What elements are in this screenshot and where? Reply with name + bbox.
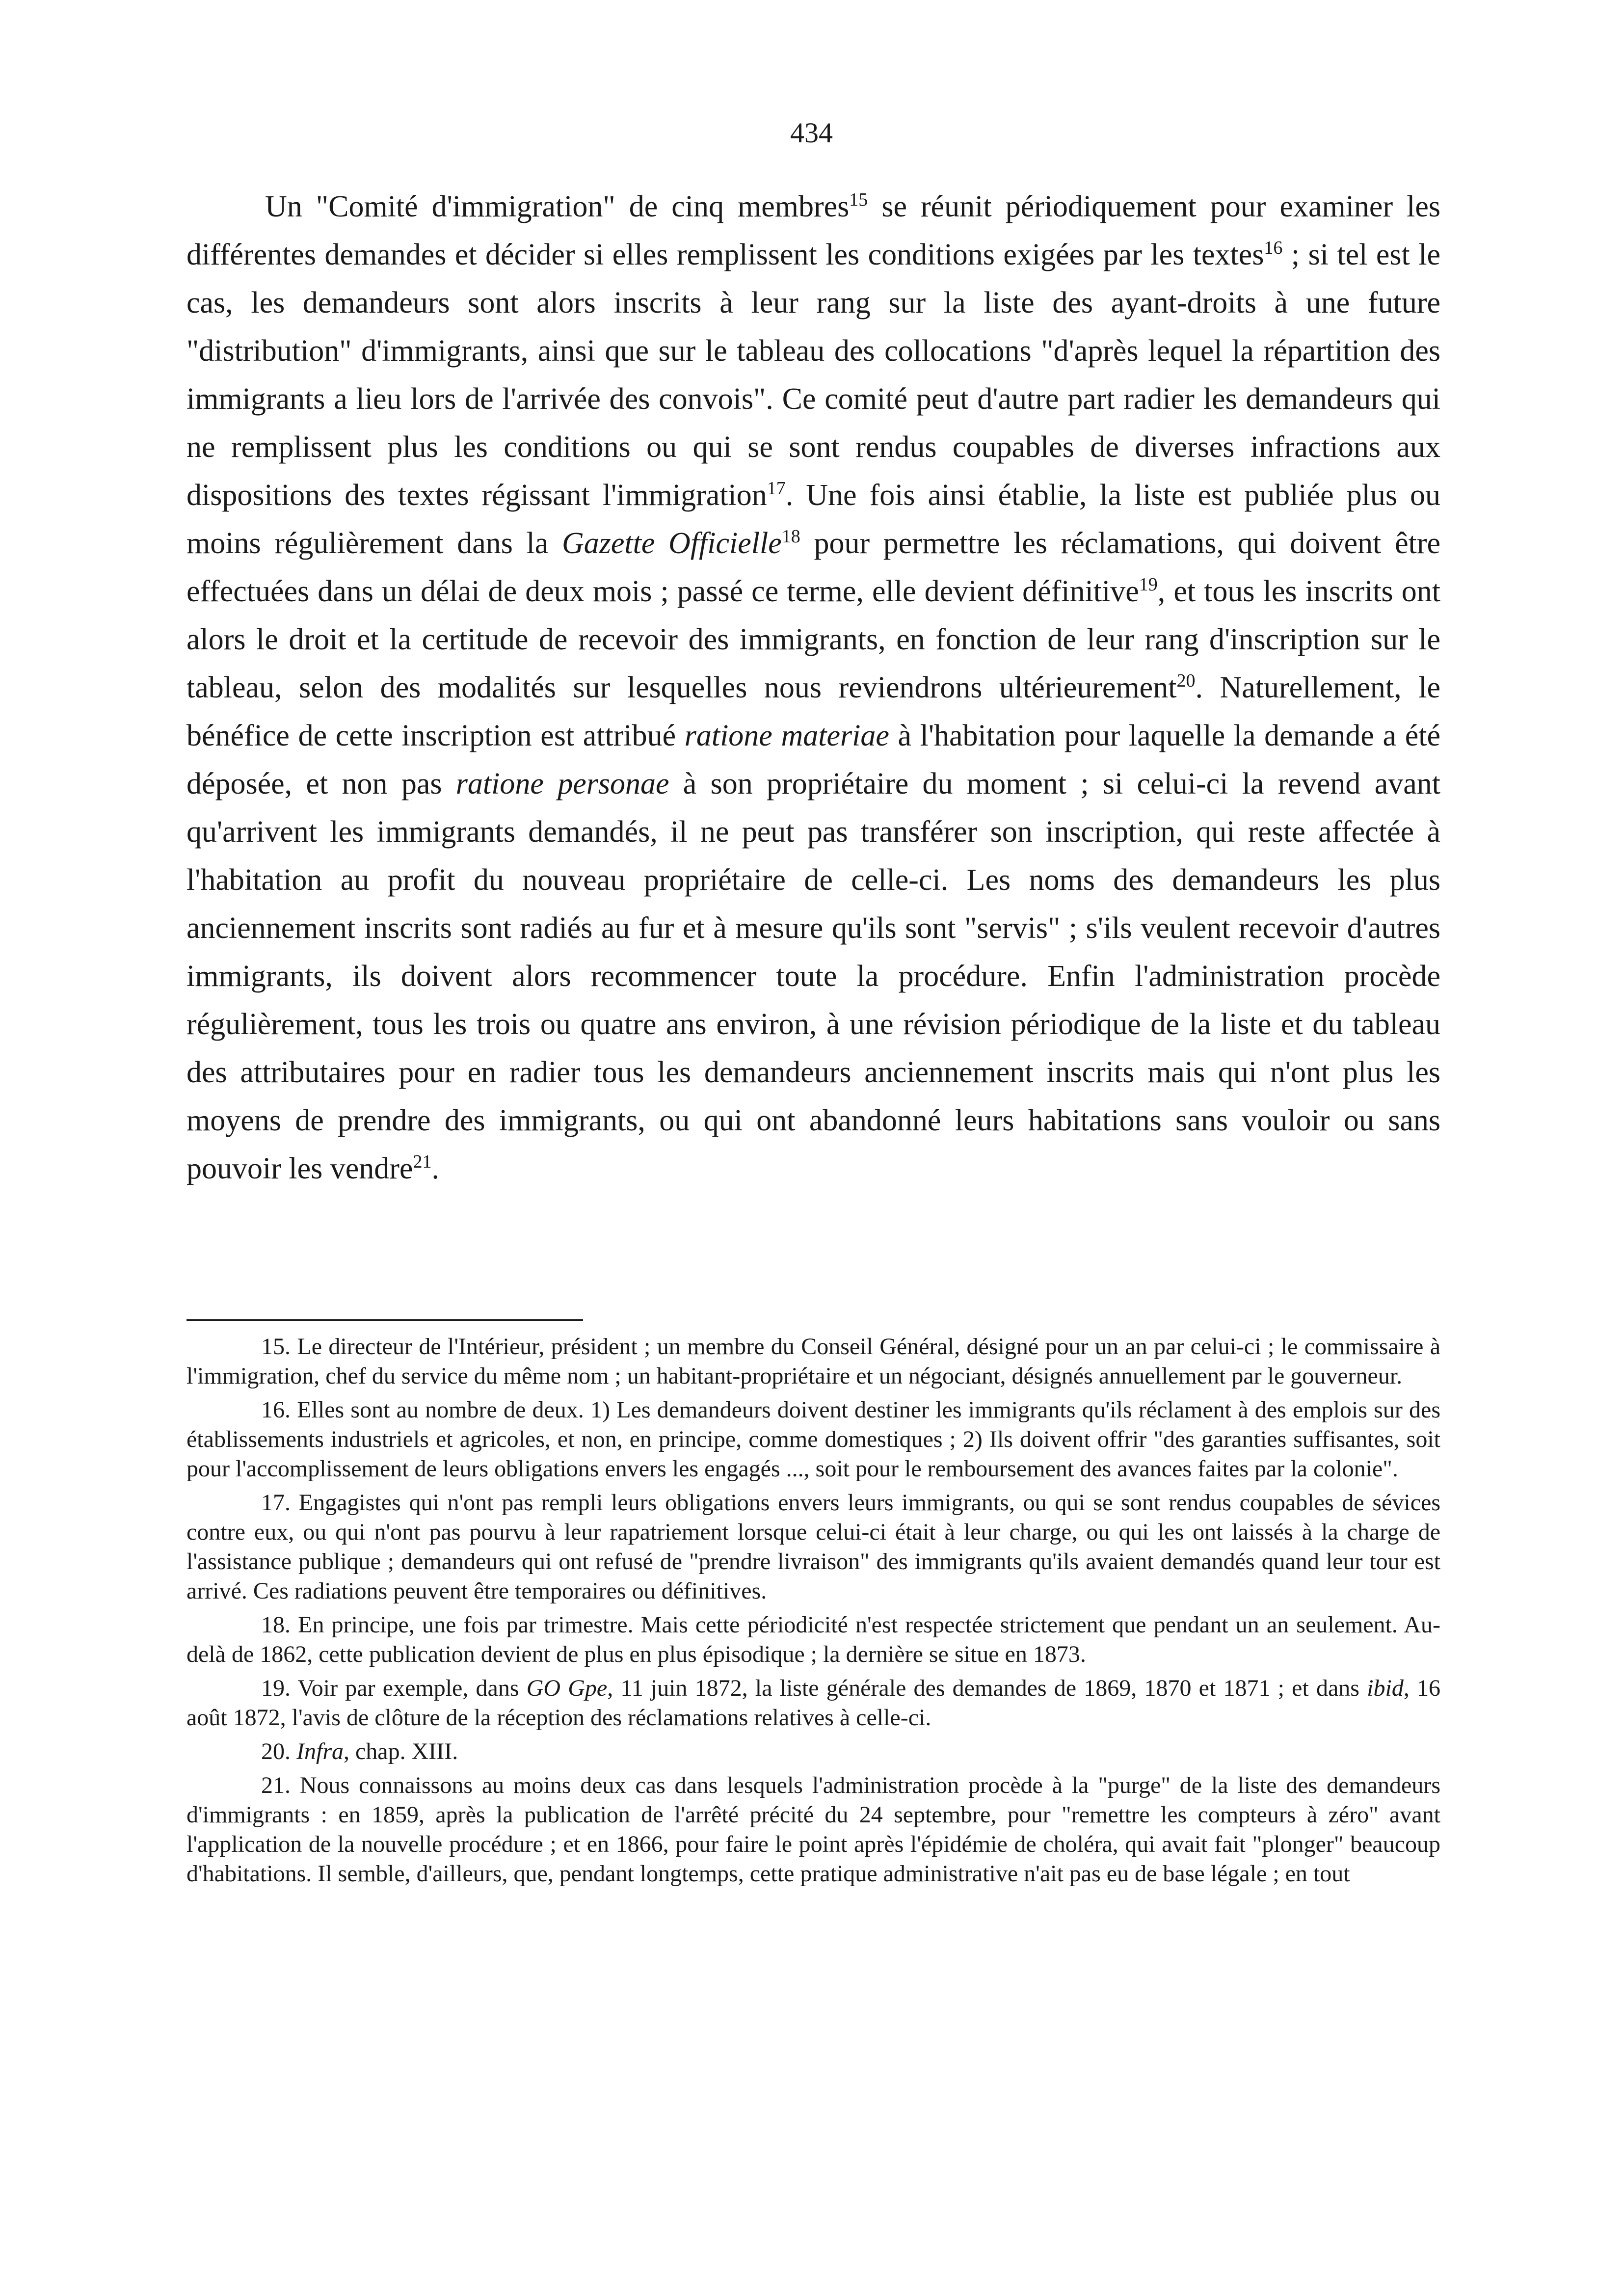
footnotes xyxy=(186,1332,1440,1893)
footnote-ref-21: 21 xyxy=(413,1151,432,1172)
text-run: ; si tel est le cas, les demandeurs sont alors inscrits à leur rang sur la liste des ayant-droits à une future "distribution" d'immigrants, ainsi que sur le tableau des collocations "d'après lequel la répartition des immigrants a lieu lors de l'arrivée des convois". Ce comité peut d'autre part radier les demandeurs qui ne remplissent plus les conditions ou qui se sont rendus coupables de diverses infractions aux dispositions des textes régissant l'immigration xyxy=(186,238,1440,512)
italic-source: GO Gpe xyxy=(526,1675,608,1701)
italic-reference: Infra xyxy=(296,1738,344,1764)
text-run: à son propriétaire du moment ; si celui-ci la revend avant qu'arrivent les immigrants demandés, il ne peut pas transférer son inscription, qui reste affectée à l'habitation au profit du nouveau propriétaire de celle-ci. Les noms des demandeurs les plus anciennement inscrits sont radiés au fur et à mesure qu'ils sont "servis" ; s'ils veulent recevoir d'autres immigrants, ils doivent alors recommencer toute la procédure. Enfin l'administration procède régulièrement, tous les trois ou quatre ans environ, à une révision périodique de la liste et du tableau des attributaires pour en radier tous les demandeurs anciennement inscrits mais qui n'ont plus les moyens de prendre des immigrants, ou qui ont abandonné leurs habitations sans vouloir ou sans pouvoir les vendre xyxy=(186,767,1441,1185)
footnote-ref-17: 17 xyxy=(767,478,786,499)
text-run: . Naturellement, le bénéfice de cette inscription est attribué xyxy=(186,671,1440,752)
page-number: 434 xyxy=(790,117,833,149)
body-paragraph xyxy=(186,183,1440,1193)
footnote-18: 18. En principe, une fois par trimestre. Mais cette périodicité n'est respectée strictement que pendant un an seulement. Au-delà de 1862, cette publication devient de plus en plus épisodique ; la dernière se situe en 1873. xyxy=(186,1612,1440,1667)
italic-title: Gazette Officielle xyxy=(562,527,782,560)
footnote-ref-19: 19 xyxy=(1139,574,1158,595)
footnote-21: 21. Nous connaissons au moins deux cas dans lesquels l'administration procède à la "purge" de la liste des demandeurs d'immigrants : en 1859, après la publication de l'arrêté précité du 24 septembre, pour "remettre les compteurs à zéro" avant l'application de la nouvelle procédure ; et en 1866, pour faire le point après l'épidémie de choléra, qui avait fait "plonger" beaucoup d'habitations. Il semble, d'ailleurs, que, pendant longtemps, cette pratique administrative n'ait pas eu de base légale ; en tout xyxy=(186,1772,1440,1887)
italic-term: ratione materiae xyxy=(684,719,889,752)
footnote-ref-20: 20 xyxy=(1176,670,1196,691)
text-run: se réunit périodiquement pour examiner les différentes demandes et décider si elles remplissent les conditions exigées par les textes xyxy=(186,190,1440,271)
text-run: à l'habitation pour laquelle la demande a été déposée, et non pas xyxy=(186,719,1440,801)
footnote-15: 15. Le directeur de l'Intérieur, président ; un membre du Conseil Général, désigné pour un an par celui-ci ; le commissaire à l'immigration, chef du service du même nom ; un habitant-propriétaire et un négociant, désignés annuellement par le gouverneur. xyxy=(186,1334,1440,1389)
footnote-separator xyxy=(186,1319,583,1321)
text-run: . xyxy=(431,1152,439,1185)
footnote-ref-15: 15 xyxy=(849,189,868,210)
footnote-ref-16: 16 xyxy=(1264,238,1283,258)
text-run: 19. Voir par exemple, dans xyxy=(261,1675,527,1701)
footnote-17: 17. Engagistes qui n'ont pas rempli leurs obligations envers leurs immigrants, ou qui se sont rendus coupables de sévices contre eux, ou qui n'ont pas pourvu à leur rapatriement lorsque celui-ci était à leur charge, ou qui les ont laissés à la charge de l'assistance publique ; demandeurs qui ont refusé de "prendre livraison" des immigrants qu'ils avaient demandés quand leur tour est arrivé. Ces radiations peuvent être temporaires ou définitives. xyxy=(186,1490,1440,1604)
text-run: , 16 août 1872, l'avis de clôture de la réception des réclamations relatives à celle-ci. xyxy=(186,1675,1441,1731)
footnote-19 xyxy=(186,1674,1440,1733)
text-run: . Une fois ainsi établie, la liste est publiée plus ou moins régulièrement dans la xyxy=(186,479,1440,560)
footnote-16: 16. Elles sont au nombre de deux. 1) Les demandeurs doivent destiner les immigrants qu'ils réclament à des emplois sur des établissements industriels et agricoles, et non, en principe, comme domestiques ; 2) Ils doivent offrir "des garanties suffisantes, soit pour l'accomplissement de leurs obligations envers les engagés ..., soit pour le remboursement des avances faites par la colonie". xyxy=(186,1397,1440,1482)
text-run: , 11 juin 1872, la liste générale des demandes de 1869, 1870 et 1871 ; et dans xyxy=(607,1675,1367,1701)
text-run: Un "Comité d'immigration" de cinq membres xyxy=(265,190,850,223)
text-run: pour permettre les réclamations, qui doivent être effectuées dans un délai de deux mois ; passé ce terme, elle devient définitive xyxy=(186,527,1440,608)
text-run: 20. xyxy=(261,1738,296,1764)
text-run: , et tous les inscrits ont alors le droit et la certitude de recevoir des immigrants, en fonction de leur rang d'inscription sur le tableau, selon des modalités sur lesquelles nous reviendrons ultérieurement xyxy=(186,575,1440,704)
footnote-ref-18: 18 xyxy=(781,526,800,547)
footnote-20 xyxy=(186,1737,1440,1766)
italic-source: ibid xyxy=(1367,1675,1404,1701)
text-run: , chap. XIII. xyxy=(344,1738,458,1764)
main-text xyxy=(186,183,1440,1193)
italic-term: ratione personae xyxy=(455,767,669,801)
